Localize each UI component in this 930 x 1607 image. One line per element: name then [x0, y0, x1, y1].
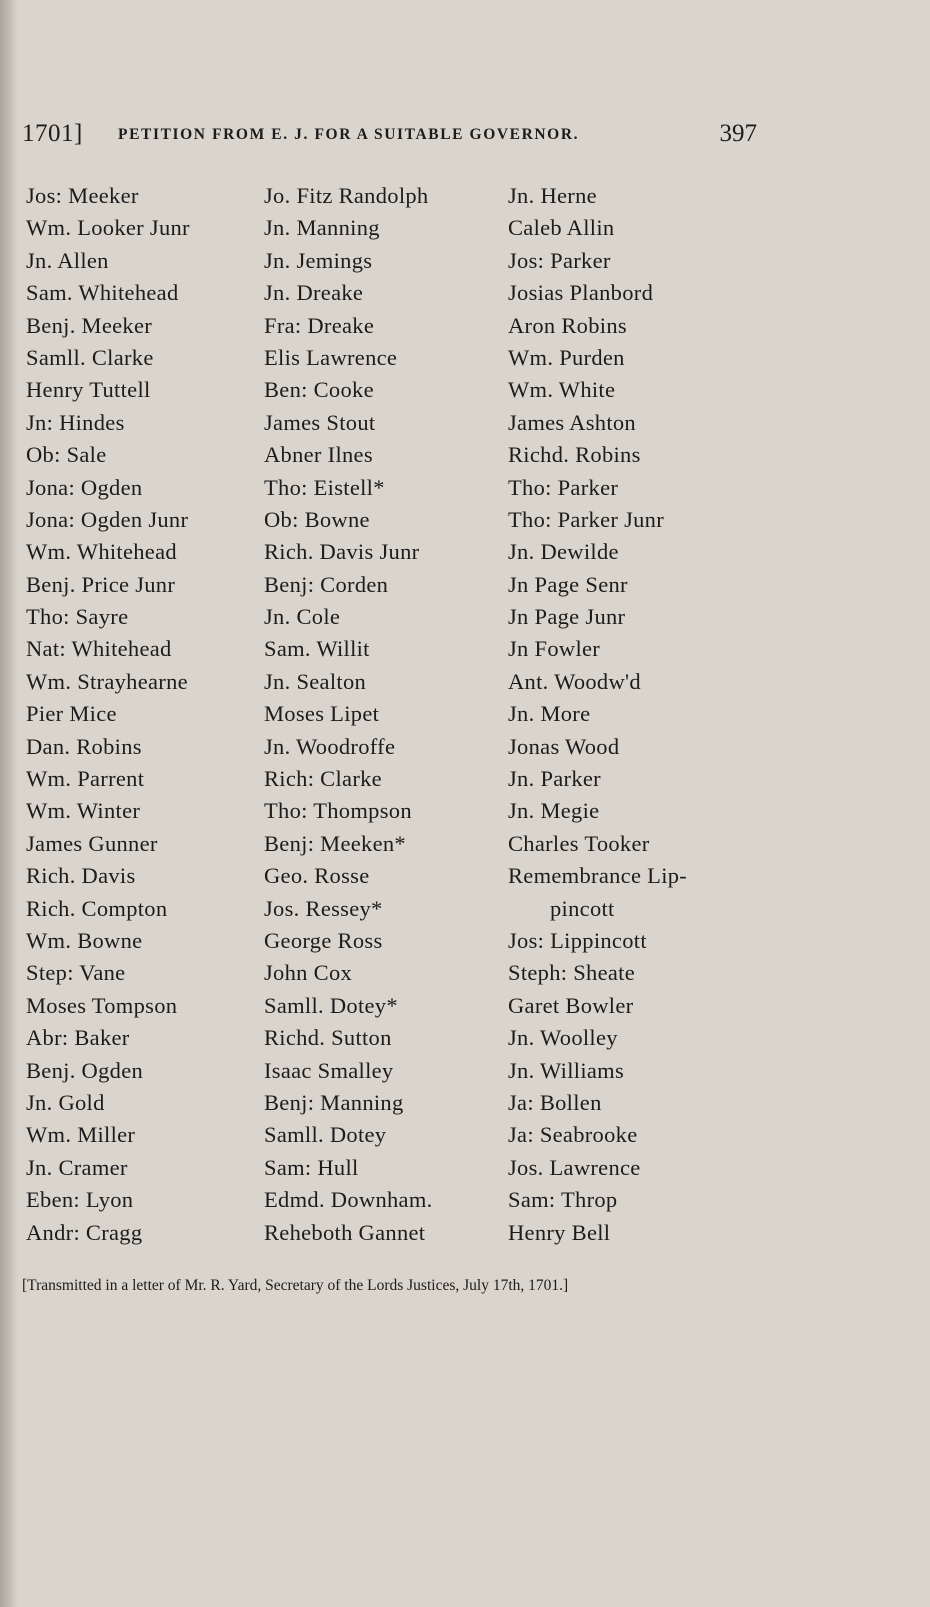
- signatory-name: Samll. Dotey: [264, 1122, 387, 1148]
- signatory-name: Jn. Woodroffe: [264, 733, 396, 759]
- signatory-name: Jn. Dewilde: [508, 539, 619, 565]
- signatory-name: Steph: Sheate: [508, 960, 636, 986]
- signatory-name: Edmd. Downham.: [264, 1187, 433, 1213]
- footnote: [22, 1274, 762, 1297]
- signatory-name: Wm. Looker Junr: [26, 215, 190, 241]
- signatory-name: Tho: Parker: [508, 474, 619, 500]
- signatory-name: Jn. Sealton: [264, 668, 367, 694]
- signatory-name: Rich. Davis: [26, 863, 136, 889]
- signatory-name: Moses Tompson: [26, 992, 178, 1018]
- signatory-name: George Ross: [264, 927, 383, 953]
- signatory-name: Wm. Miller: [26, 1122, 136, 1148]
- footnote-text: [Transmitted in a letter of Mr. R. Yard, Secretary of the Lords Justices, July 17th, 1701.]: [22, 1277, 569, 1294]
- signatory-name: Henry Tuttell: [26, 377, 151, 403]
- signatory-name: Sam. Willit: [264, 636, 370, 662]
- signatory-name: Jn. More: [508, 701, 591, 727]
- signatory-name: Jn. Allen: [26, 247, 109, 273]
- page-number: 397: [719, 120, 757, 147]
- signatory-name: Rich. Compton: [26, 895, 168, 921]
- signatory-name: Jn. Jemings: [264, 247, 373, 273]
- signatory-name: Samll. Dotey*: [264, 992, 398, 1018]
- signatory-name: Ja: Seabrooke: [508, 1122, 638, 1148]
- signatory-name: Jn. Parker: [508, 766, 601, 792]
- signatory-name: Fra: Dreake: [264, 312, 375, 338]
- signatory-name: Samll. Clarke: [26, 344, 154, 370]
- signatory-name: Jn Fowler: [508, 636, 601, 662]
- signatory-name: Tho: Parker Junr: [508, 506, 665, 532]
- signatory-name: Rich. Davis Junr: [264, 539, 420, 565]
- signatory-name: Benj: Manning: [264, 1089, 404, 1115]
- signatory-name: Wm. Strayhearne: [26, 668, 188, 694]
- signatory-name: Rich: Clarke: [264, 766, 382, 792]
- signatory-name: Jos: Meeker: [26, 183, 139, 208]
- signatory-name: James Stout: [264, 409, 376, 435]
- signatory-name: Benj. Price Junr: [26, 571, 176, 597]
- signatory-name: Ob: Sale: [26, 442, 107, 468]
- signatory-name: Wm. Parrent: [26, 766, 145, 792]
- signatory-name: Isaac Smalley: [264, 1057, 394, 1083]
- signatory-name: Jn. Herne: [508, 183, 597, 208]
- signatory-name: Sam: Hull: [264, 1154, 359, 1180]
- signatory-name: Jn. Cole: [264, 604, 341, 630]
- signatory-name: Jn Page Junr: [508, 604, 626, 630]
- signatory-name: Jos. Lawrence: [508, 1154, 641, 1180]
- signatory-name: Wm. Winter: [26, 798, 141, 824]
- signatory-name: Josias Planbord: [508, 280, 654, 306]
- signatory-name: Henry Bell: [508, 1219, 611, 1245]
- signatory-name: Jona: Ogden Junr: [26, 506, 189, 532]
- signatory-name: Jos. Ressey*: [264, 895, 383, 921]
- signatory-name: Richd. Sutton: [264, 1025, 392, 1051]
- name-column-2: [264, 180, 433, 1249]
- signatory-name: Wm. Purden: [508, 344, 625, 370]
- signatory-name: Jn. Woolley: [508, 1025, 618, 1051]
- signatory-name: Wm. White: [508, 377, 616, 403]
- signatory-name: Wm. Bowne: [26, 927, 143, 953]
- signatory-name: Andr: Cragg: [26, 1219, 143, 1245]
- signatory-name: Elis Lawrence: [264, 344, 398, 370]
- signatory-name: Benj: Corden: [264, 571, 389, 597]
- signatory-name: Jo. Fitz Randolph: [264, 183, 429, 208]
- signatory-name: Benj: Meeken*: [264, 830, 406, 856]
- signatory-name: pincott: [550, 895, 615, 921]
- signatory-name: John Cox: [264, 960, 353, 986]
- signatory-name: Caleb Allin: [508, 215, 615, 241]
- signatory-name: Remembrance Lip-: [508, 863, 688, 889]
- signatory-name: Ben: Cooke: [264, 377, 374, 403]
- signatory-name: Abner Ilnes: [264, 442, 373, 468]
- signatory-name: Wm. Whitehead: [26, 539, 177, 565]
- signatory-name: Jn. Megie: [508, 798, 600, 824]
- signatory-name: Dan. Robins: [26, 733, 142, 759]
- signatory-name: Sam: Throp: [508, 1187, 618, 1213]
- signatory-name: Geo. Rosse: [264, 863, 370, 889]
- signatory-name: Nat: Whitehead: [26, 636, 172, 662]
- signatory-name: Tho: Thompson: [264, 798, 412, 824]
- signatory-name: Jn. Manning: [264, 215, 380, 241]
- signatory-name: Richd. Robins: [508, 442, 641, 468]
- signatory-name: Garet Bowler: [508, 992, 634, 1018]
- signatory-name: Jn: Hindes: [26, 409, 125, 435]
- signatory-name: Jn. Cramer: [26, 1154, 128, 1180]
- signatory-name: Pier Mice: [26, 701, 117, 727]
- signatory-name: Jonas Wood: [508, 733, 620, 759]
- signatory-name: Jn Page Senr: [508, 571, 628, 597]
- signatory-name: Charles Tooker: [508, 830, 650, 856]
- signatory-name: Step: Vane: [26, 960, 126, 986]
- signatory-name: Reheboth Gannet: [264, 1219, 426, 1245]
- signatory-name: Sam. Whitehead: [26, 280, 179, 306]
- signatory-name: Jos: Parker: [508, 247, 611, 273]
- signatory-name: James Gunner: [26, 830, 158, 856]
- signatory-name: Jona: Ogden: [26, 474, 143, 500]
- signatory-name: Tho: Eistell*: [264, 474, 385, 500]
- signatory-name: Ant. Woodw'd: [508, 668, 641, 694]
- signatory-name: Abr: Baker: [26, 1025, 130, 1051]
- signatory-columns: [0, 180, 930, 1250]
- signatory-name: Aron Robins: [508, 312, 627, 338]
- signatory-name: Ja: Bollen: [508, 1089, 602, 1115]
- header-year: 1701]: [22, 120, 83, 147]
- signatory-name: Jn. Gold: [26, 1089, 105, 1115]
- signatory-name: Jn. Williams: [508, 1057, 625, 1083]
- signatory-name: Jn. Dreake: [264, 280, 364, 306]
- signatory-name: Benj. Meeker: [26, 312, 153, 338]
- name-column-1: [26, 180, 190, 1249]
- signatory-name: Moses Lipet: [264, 701, 380, 727]
- header-title: PETITION FROM E. J. FOR A SUITABLE GOVERNOR.: [118, 126, 580, 143]
- running-header: [22, 120, 757, 160]
- signatory-name: Tho: Sayre: [26, 604, 129, 630]
- signatory-name: Ob: Bowne: [264, 506, 370, 532]
- signatory-name: Benj. Ogden: [26, 1057, 144, 1083]
- name-column-3: [508, 180, 687, 1249]
- signatory-name: Eben: Lyon: [26, 1187, 134, 1213]
- signatory-name: Jos: Lippincott: [508, 927, 647, 953]
- signatory-name: James Ashton: [508, 409, 636, 435]
